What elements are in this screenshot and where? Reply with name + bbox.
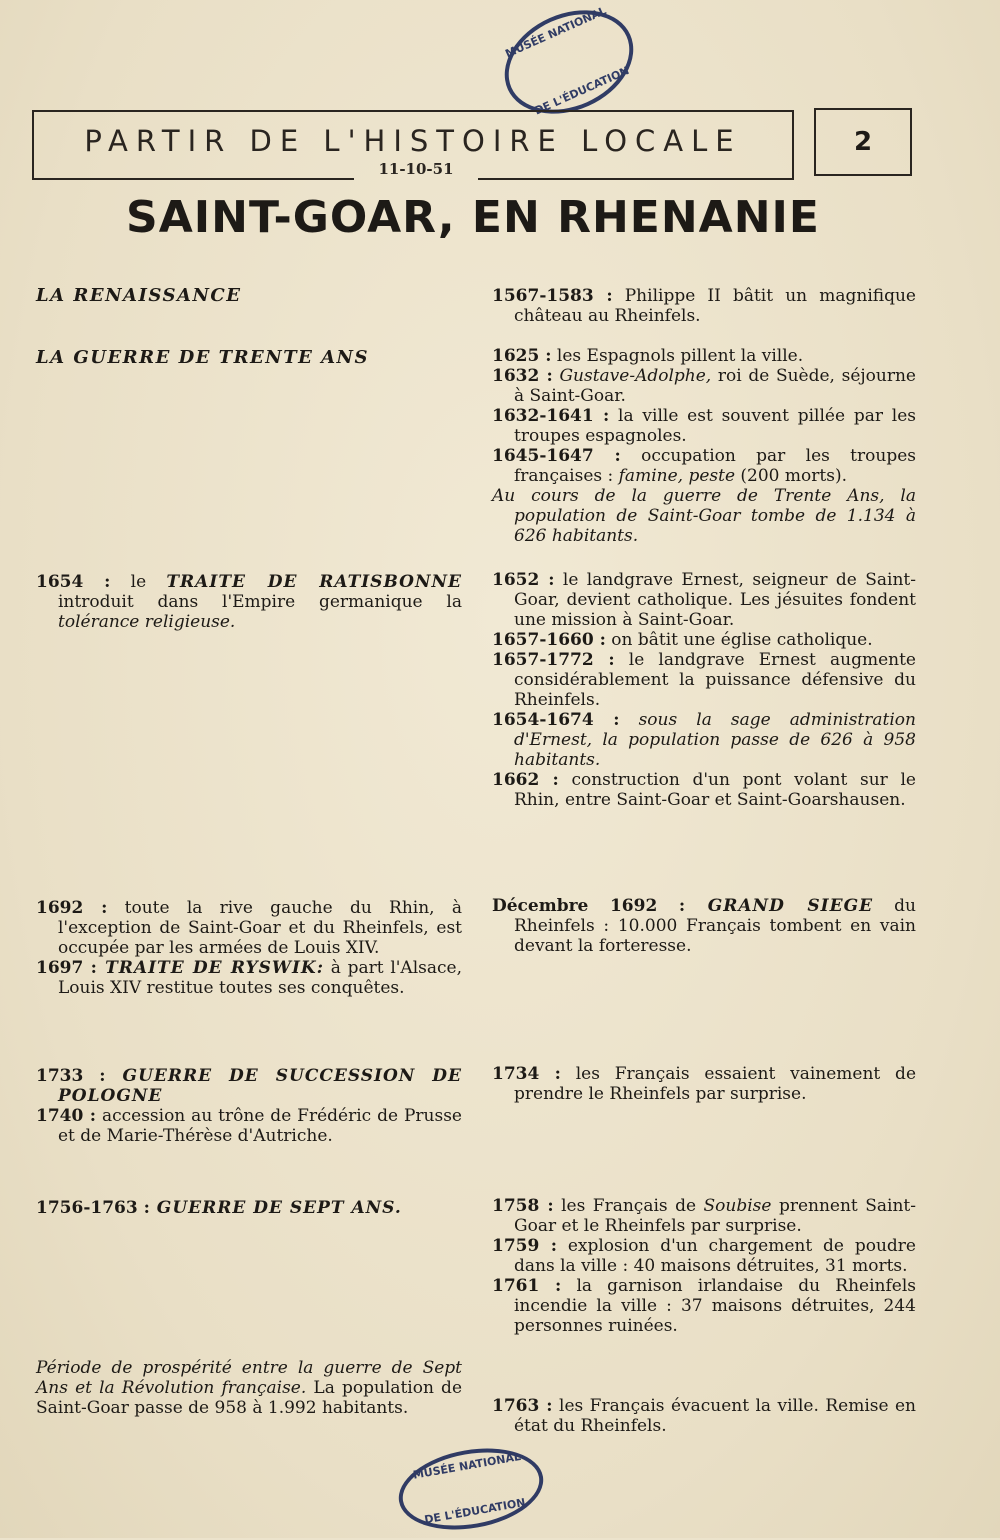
- list-item: 1567-1583 : Philippe II bâtit un magnifique château au Rheinfels.: [492, 286, 916, 326]
- stamp-bottom-line2: DE L'ÉDUCATION: [423, 1495, 527, 1527]
- section-heading: LA RENAISSANCE: [36, 285, 242, 306]
- list-item: 1632-1641 : la ville est souvent pillée par les troupes espagnoles.: [492, 406, 916, 446]
- section-renaissance-left: [36, 286, 462, 306]
- list-item: 1652 : le landgrave Ernest, seigneur de Saint-Goar, devient catholique. Les jésuites fondent une mission à Saint-Goar.: [492, 570, 917, 630]
- list-item: 1654 : le TRAITE DE RATISBONNE introduit dans l'Empire germanique la tolérance religieuse.: [36, 572, 462, 632]
- list-item: Décembre 1692 : GRAND SIEGE du Rheinfels : 10.000 Français tombent en vain devant la forteresse.: [492, 896, 916, 956]
- section-trente-ans-right: [492, 346, 916, 546]
- section-heading: LA GUERRE DE TRENTE ANS: [36, 347, 370, 368]
- summary-note: Au cours de la guerre de Trente Ans, la population de Saint-Goar tombe de 1.134 à 626 habitants.: [492, 486, 916, 546]
- list-item: 1758 : les Français de Soubise prennent Saint-Goar et le Rheinfels par surprise.: [492, 1196, 916, 1236]
- list-item: 1662 : construction d'un pont volant sur le Rhin, entre Saint-Goar et Saint-Goarshausen.: [492, 770, 916, 810]
- section-succession-left: [36, 1066, 462, 1146]
- section-trente-ans-left: [36, 348, 462, 368]
- section-renaissance-right: [492, 286, 916, 326]
- section-sept-ans-left: [36, 1198, 462, 1218]
- page-title: SAINT-GOAR, EN RHENANIE: [126, 192, 820, 243]
- section-succession-right: [492, 1064, 916, 1104]
- list-item: 1657-1772 : le landgrave Ernest augmente considérablement la puissance défensive du Rheinfels.: [492, 650, 916, 710]
- section-sept-ans-right: [492, 1196, 916, 1336]
- section-sept-ans-right-end: [492, 1396, 916, 1436]
- list-item: 1692 : toute la rive gauche du Rhin, à l'exception de Saint-Goar et du Rheinfels, est occupée par les armées de Louis XIV.: [36, 898, 462, 958]
- sheet-number: 2: [814, 108, 912, 176]
- list-item: 1740 : accession au trône de Frédéric de Prusse et de Marie-Thérèse d'Autriche.: [36, 1106, 462, 1146]
- section-sept-ans-note: [36, 1358, 462, 1418]
- list-item: 1761 : la garnison irlandaise du Rheinfels incendie la ville : 37 maisons détruites, 244 personnes ruinées.: [492, 1276, 916, 1336]
- list-item: 1756-1763 : GUERRE DE SEPT ANS.: [36, 1198, 402, 1218]
- list-item: 1759 : explosion d'un chargement de poudre dans la ville : 40 maisons détruites, 31 morts.: [492, 1236, 916, 1276]
- header-underline: [32, 178, 794, 180]
- list-item: 1734 : les Français essaient vainement de prendre le Rheinfels par surprise.: [492, 1064, 917, 1104]
- header-date: 11-10-51: [378, 160, 454, 178]
- list-item: 1625 : les Espagnols pillent la ville.: [492, 346, 804, 366]
- section-louis14-left: [36, 898, 462, 998]
- stamp-top-line1: MUSÉE NATIONAL: [503, 4, 609, 61]
- section-ratisbonne-right: [492, 570, 916, 810]
- stamp-top-line2: DE L'ÉDUCATION: [532, 63, 632, 118]
- list-item: 1654-1674 : sous la sage administration d'Ernest, la population passe de 626 à 958 habitants.: [492, 710, 916, 770]
- list-item: 1763 : les Français évacuent la ville. Remise en état du Rheinfels.: [492, 1396, 916, 1436]
- list-item: 1697 : TRAITE DE RYSWIK: à part l'Alsace, Louis XIV restitue toutes ses conquêtes.: [36, 958, 462, 998]
- list-item: 1733 : GUERRE DE SUCCESSION DE POLOGNE: [36, 1066, 463, 1106]
- list-item: 1657-1660 : on bâtit une église catholique.: [492, 630, 873, 650]
- summary-note: Période de prospérité entre la guerre de Sept Ans et la Révolution française. La population de Saint-Goar passe de 958 à 1.992 habitants.: [36, 1358, 463, 1418]
- stamp-bottom-line1: MUSÉE NATIONAL: [412, 1449, 522, 1482]
- series-title: PARTIR DE L'HISTOIRE LOCALE: [84, 124, 742, 158]
- section-louis14-right: [492, 896, 916, 956]
- section-ratisbonne-left: [36, 572, 462, 632]
- list-item: 1632 : Gustave-Adolphe, roi de Suède, séjourne à Saint-Goar.: [492, 366, 916, 406]
- list-item: 1645-1647 : occupation par les troupes françaises : famine, peste (200 morts).: [492, 446, 916, 486]
